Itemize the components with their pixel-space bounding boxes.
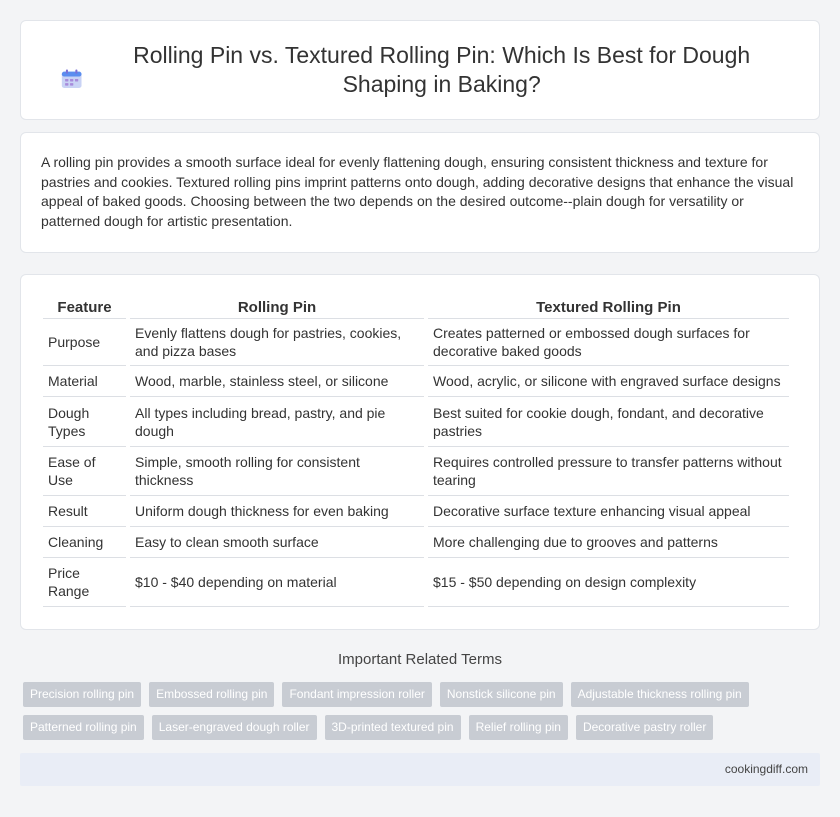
table-row	[43, 366, 789, 397]
footer	[20, 753, 820, 786]
row-feature: Purpose	[43, 319, 126, 366]
row-textured-rolling-pin: $15 - $50 depending on design complexity	[428, 558, 789, 607]
related-tag[interactable]: Relief rolling pin	[469, 715, 568, 740]
row-feature: Dough Types	[43, 397, 126, 447]
table-header-row	[43, 293, 789, 319]
row-rolling-pin: Uniform dough thickness for even baking	[130, 496, 424, 527]
intro-card	[20, 132, 820, 253]
table-row	[43, 558, 789, 607]
title-wrap	[61, 41, 779, 99]
related-tag[interactable]: Decorative pastry roller	[576, 715, 713, 740]
header-feature: Feature	[43, 293, 126, 319]
row-feature: Ease of Use	[43, 447, 126, 496]
related-terms-list	[23, 682, 813, 740]
row-textured-rolling-pin: Creates patterned or embossed dough surfaces for decorative baked goods	[428, 319, 789, 366]
related-tag[interactable]: 3D-printed textured pin	[325, 715, 461, 740]
calendar-icon	[61, 67, 82, 91]
page-title: Rolling Pin vs. Textured Rolling Pin: Which Is Best for Dough Shaping in Baking?	[133, 42, 751, 97]
table-row	[43, 527, 789, 558]
comparison-table-card	[20, 274, 820, 630]
related-tag[interactable]: Embossed rolling pin	[149, 682, 274, 707]
row-textured-rolling-pin: Requires controlled pressure to transfer patterns without tearing	[428, 447, 789, 496]
header-rolling-pin: Rolling Pin	[130, 293, 424, 319]
footer-site-link[interactable]: cookingdiff.com	[724, 762, 808, 776]
comparison-table	[39, 293, 793, 607]
title-card	[20, 20, 820, 120]
row-textured-rolling-pin: Wood, acrylic, or silicone with engraved surface designs	[428, 366, 789, 397]
row-rolling-pin: Evenly flattens dough for pastries, cookies, and pizza bases	[130, 319, 424, 366]
row-rolling-pin: Easy to clean smooth surface	[130, 527, 424, 558]
intro-paragraph: A rolling pin provides a smooth surface ideal for evenly flattening dough, ensuring consistent thickness and texture for pastries and cookies. Textured rolling pins imprint patterns onto dough, adding decorative designs that enhance the visual appeal of baked goods. Choosing between the two depends on the desired outcome--plain dough for versatility or patterned dough for artistic presentation.	[41, 154, 794, 229]
related-tag[interactable]: Patterned rolling pin	[23, 715, 144, 740]
related-terms-title: Important Related Terms	[338, 651, 502, 668]
row-textured-rolling-pin: Decorative surface texture enhancing visual appeal	[428, 496, 789, 527]
table-row	[43, 319, 789, 366]
related-tag[interactable]: Laser-engraved dough roller	[152, 715, 317, 740]
row-textured-rolling-pin: Best suited for cookie dough, fondant, and decorative pastries	[428, 397, 789, 447]
table-row	[43, 447, 789, 496]
related-tag[interactable]: Precision rolling pin	[23, 682, 141, 707]
row-feature: Cleaning	[43, 527, 126, 558]
table-row	[43, 496, 789, 527]
row-textured-rolling-pin: More challenging due to grooves and patterns	[428, 527, 789, 558]
related-tag[interactable]: Nonstick silicone pin	[440, 682, 563, 707]
row-rolling-pin: All types including bread, pastry, and pie dough	[130, 397, 424, 447]
row-rolling-pin: Wood, marble, stainless steel, or silicone	[130, 366, 424, 397]
row-rolling-pin: Simple, smooth rolling for consistent thickness	[130, 447, 424, 496]
row-rolling-pin: $10 - $40 depending on material	[130, 558, 424, 607]
row-feature: Result	[43, 496, 126, 527]
table-row	[43, 397, 789, 447]
row-feature: Material	[43, 366, 126, 397]
header-textured-rolling-pin: Textured Rolling Pin	[428, 293, 789, 319]
related-tag[interactable]: Fondant impression roller	[282, 682, 431, 707]
row-feature: Price Range	[43, 558, 126, 607]
related-tag[interactable]: Adjustable thickness rolling pin	[571, 682, 749, 707]
